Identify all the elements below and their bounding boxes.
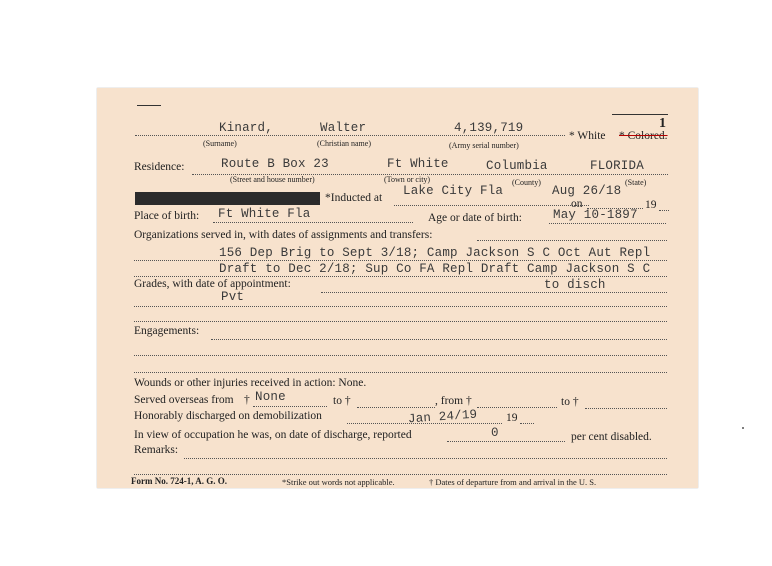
race-white: * White <box>569 130 606 142</box>
card-number: 1 <box>659 116 666 131</box>
overseas-line-3 <box>477 407 557 408</box>
inducted-year-line <box>659 210 669 211</box>
remarks-label: Remarks: <box>134 444 179 456</box>
residence-label: Residence: <box>134 161 185 173</box>
grades-line-3 <box>134 321 667 322</box>
overseas-line-1 <box>253 406 327 407</box>
discharge-line <box>347 423 502 424</box>
organizations-entry-2: Draft to Dec 2/18; Sup Co FA Repl Draft Camp Jackson S C <box>219 262 651 276</box>
birthplace-value: Ft White Fla <box>218 207 311 221</box>
organizations-line-2 <box>134 276 667 277</box>
organizations-entry-1: 156 Dep Brig to Sept 3/18; Camp Jackson S C Oct Aut Repl <box>219 246 651 260</box>
grades-line-2 <box>134 306 667 307</box>
organizations-line-0 <box>477 240 667 241</box>
inducted-year: 19 <box>645 199 657 211</box>
stray-mark <box>742 427 744 429</box>
top-right-rule <box>612 114 668 115</box>
race-colored: * Colored. <box>619 130 668 142</box>
service-record-card <box>97 88 698 488</box>
caption-town: (Town or city) <box>384 175 431 184</box>
birthplace-label: Place of birth: <box>134 210 200 222</box>
inducted-line <box>394 205 589 206</box>
residence-town: Ft White <box>387 157 449 171</box>
footer-note-2: † Dates of departure from and arrival in the U. S. <box>429 477 597 487</box>
redacted-block <box>135 192 320 205</box>
inducted-label: *Inducted at <box>325 192 383 204</box>
inducted-date: Aug 26/18 <box>552 184 622 198</box>
caption-street: (Street and house number) <box>230 175 315 184</box>
occupation-label: In view of occupation he was, on date of discharge, reported <box>134 429 412 441</box>
overseas-dagger: † <box>244 394 250 406</box>
overseas-from-2: , from † <box>435 395 472 407</box>
discharge-date: Jan 24/19 <box>407 407 478 427</box>
caption-christian-name: (Christian name) <box>317 139 371 148</box>
discharge-label: Honorably discharged on demobilization <box>134 410 322 422</box>
occupation-line <box>447 441 565 442</box>
engagements-line-3 <box>134 372 667 373</box>
discharge-year-line <box>520 423 534 424</box>
caption-state: (State) <box>625 178 647 187</box>
birthdate-line <box>549 223 666 224</box>
form-number: Form No. 724-1, A. G. O. <box>131 476 227 486</box>
grades-line-1 <box>321 292 667 293</box>
inducted-on-label: on <box>571 198 583 210</box>
engagements-line-2 <box>134 355 667 356</box>
top-left-rule <box>137 105 161 106</box>
serial-number-value: 4,139,719 <box>454 121 524 135</box>
remarks-line-2 <box>134 474 667 475</box>
engagements-label: Engagements: <box>134 325 200 337</box>
caption-surname: (Surname) <box>203 139 237 148</box>
residence-state: FLORIDA <box>590 159 644 173</box>
overseas-line-2 <box>357 407 435 408</box>
birthdate-value: May 10-1897 <box>553 208 638 222</box>
residence-street: Route B Box 23 <box>221 157 329 171</box>
christian-name-value: Walter <box>320 121 367 135</box>
organizations-line-1 <box>134 260 667 261</box>
caption-serial-number: (Army serial number) <box>449 141 519 150</box>
organizations-label: Organizations served in, with dates of assignments and transfers: <box>134 229 433 241</box>
grades-value-right: to disch <box>544 278 606 292</box>
overseas-to-1: to † <box>333 395 351 407</box>
wounds-text: Wounds or other injuries received in action: None. <box>134 377 367 389</box>
grades-label: Grades, with date of appointment: <box>134 278 291 290</box>
discharge-year: 19 <box>506 412 518 424</box>
birthdate-label: Age or date of birth: <box>428 212 522 224</box>
caption-county: (County) <box>512 178 541 187</box>
overseas-line-4 <box>585 408 667 409</box>
occupation-suffix: per cent disabled. <box>571 431 652 443</box>
overseas-from-value: None <box>255 390 286 404</box>
residence-county: Columbia <box>486 159 548 173</box>
redact-end-mark: . <box>317 194 319 203</box>
engagements-line-1 <box>211 339 667 340</box>
birthplace-line <box>213 222 413 223</box>
name-line <box>135 135 565 136</box>
remarks-line-1 <box>184 458 667 459</box>
footer-note-1: *Strike out words not applicable. <box>282 477 395 487</box>
overseas-label: Served overseas from <box>134 394 234 406</box>
surname-value: Kinard, <box>219 121 273 135</box>
grades-value: Pvt <box>221 290 245 304</box>
inducted-place: Lake City Fla <box>403 184 504 198</box>
occupation-value: 0 <box>491 426 499 440</box>
overseas-to-2: to † <box>561 396 579 408</box>
